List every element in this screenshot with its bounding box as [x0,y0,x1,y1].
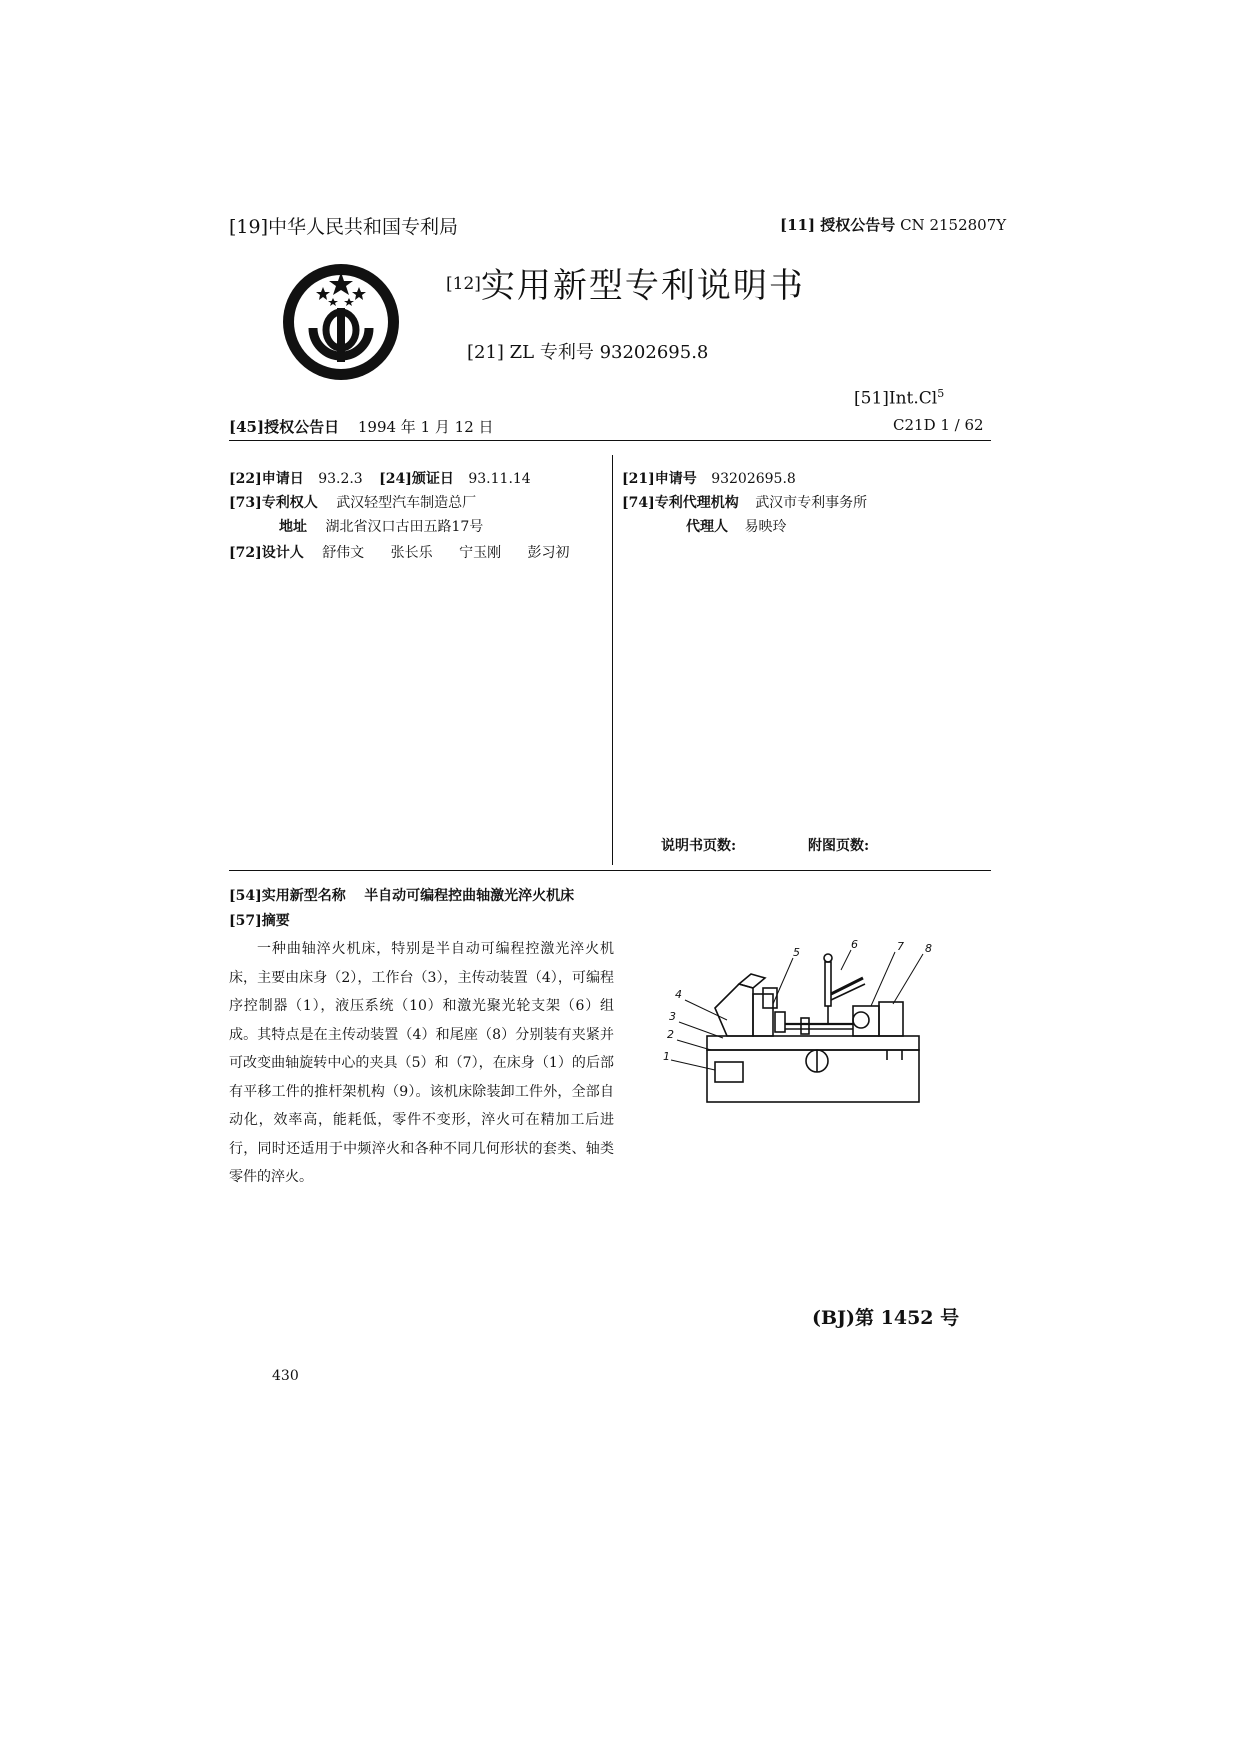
figure-label-3: 3 [669,1010,676,1023]
designer-label: [72]设计人 [229,545,304,561]
agent-row [622,516,786,536]
utility-model-name: 半自动可编程控曲轴激光淬火机床 [364,888,575,904]
filing-date: 93.2.3 [318,471,363,487]
filing-row [229,468,531,488]
document-type-text: 实用新型专利说明书 [480,266,805,306]
certificate-date-label: [24]颁证日 [379,471,454,487]
office-name: [19]中华人民共和国专利局 [229,216,459,238]
application-number-label: [21]申请号 [622,471,697,487]
figure-label-6: 6 [851,938,858,951]
agent: 易映玲 [744,519,787,535]
spec-pages-label: 说明书页数: [661,838,737,854]
abstract-paragraph: 一种曲轴淬火机床，特别是半自动可编程控激光淬火机床，主要由床身（2），工作台（3），主传动装置（4），可编程序控制器（1），液压系统（10）和激光聚光轮支架（6）组成。其特点是在主传动装置（4）和尾座（8）分别装有夹紧并可改变曲轴旋转中心的夹具（5）和（7），在床身（1）的后部有平移工件的推杆架机构（9）。该机床除装卸工件外，全部自动化，效率高，能耗低，零件不变形，淬火可在精加工后进行，同时还适用于中频淬火和各种不同几何形状的套类、轴类零件的淬火。 [229,941,614,1185]
publication-number [780,214,1006,235]
publication-date [229,416,494,437]
publication-number-label: [11] 授权公告号 [780,216,896,234]
laser-support [825,962,831,1006]
publication-date-label: [45]授权公告日 [229,418,340,436]
worktable-outline [707,1036,919,1050]
page-number: 430 [272,1368,299,1384]
agency-row [622,492,867,512]
utility-model-name-label: [54]实用新型名称 [229,888,346,904]
designer-name: 张长乐 [390,545,433,561]
document-serial-number: (BJ)第 1452 号 [812,1307,960,1329]
address: 湖北省汉口古田五路17号 [325,519,484,535]
patentee-label: [73]专利权人 [229,495,318,511]
designer-name: 宁玉刚 [459,545,502,561]
main-drive-housing [715,984,753,1036]
figure-label-4: 4 [675,988,682,1001]
agency: 武汉市专利事务所 [755,495,868,511]
patentee-row [229,492,476,512]
figure-label-8: 8 [925,942,932,955]
figure-label-1: 1 [663,1050,670,1063]
figure-label-2: 2 [667,1028,674,1041]
publication-date-value: 1994 年 1 月 12 日 [357,418,494,436]
designer-name: 彭习初 [527,545,570,561]
filing-date-label: [22]申请日 [229,471,304,487]
int-cl-prefix: [51]Int.Cl [854,388,938,409]
int-cl-label [854,387,944,409]
agent-label: 代理人 [686,519,728,535]
figure-pages-label: 附图页数: [808,838,870,854]
application-row [622,468,796,488]
address-row [229,516,483,536]
document-type-code: [12] [446,274,481,294]
figure-label-5: 5 [793,946,800,959]
designers-row [229,542,570,562]
abstract-label: [57]摘要 [229,913,290,929]
address-label: 地址 [279,519,307,535]
designer-name: 舒伟文 [322,545,365,561]
header-divider [229,440,991,441]
certificate-date: 93.11.14 [468,471,531,487]
patent-office-emblem-icon [277,258,405,386]
patentee: 武汉轻型汽车制造总厂 [336,495,477,511]
column-divider [612,455,613,865]
controller-box [715,1062,743,1082]
publication-number-value: CN 2152807Y [900,216,1007,234]
patent-number: [21] ZL 专利号 93202695.8 [467,342,709,363]
abstract-text [229,935,614,1192]
utility-model-name-row [229,885,574,905]
classification-number: C21D 1 / 62 [893,416,984,434]
section-divider [229,870,991,871]
agency-label: [74]专利代理机构 [622,495,739,511]
machine-tool-figure [655,928,945,1108]
application-number: 93202695.8 [711,471,796,487]
figure-label-7: 7 [897,940,904,953]
int-cl-edition: 5 [937,387,945,400]
tailstock [853,1006,879,1036]
document-type-title [446,258,805,307]
